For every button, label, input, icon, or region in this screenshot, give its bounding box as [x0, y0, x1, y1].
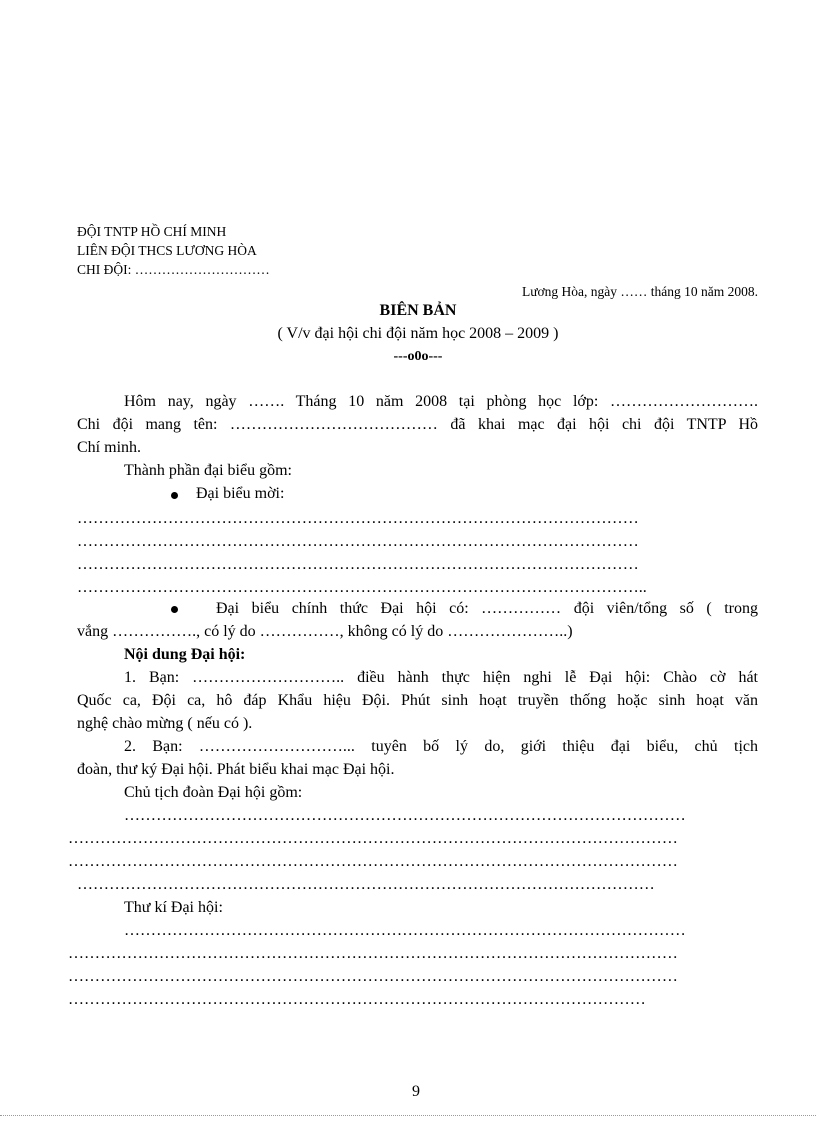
item-2-line-1: 2. Bạn: ………………………... tuyên bố lý do, giới thiệu đại biểu, chủ tịch: [124, 738, 758, 755]
branch-field: CHI ĐỘI: …………………………: [77, 262, 270, 277]
presidium-dots-3: ……………………………………………………………………………………………………: [68, 853, 678, 870]
presidium-dots-2: ……………………………………………………………………………………………………: [68, 830, 678, 847]
presidium-heading: Chủ tịch đoàn Đại hội gồm:: [124, 784, 303, 801]
intro-line-3: Chí minh.: [77, 439, 142, 456]
secretary-dots-2: ……………………………………………………………………………………………………: [68, 945, 678, 962]
invited-dots-4: ……………………………………………………………………………………………..: [77, 579, 647, 596]
school-name: LIÊN ĐỘI THCS LƯƠNG HÒA: [77, 243, 257, 258]
invited-dots-1: ……………………………………………………………………………………………: [77, 510, 639, 527]
content-heading: Nội dung Đại hội:: [124, 646, 246, 663]
presidium-dots-4: ………………………………………………………………………………………………: [77, 876, 655, 893]
page-bottom-divider: [0, 1115, 816, 1116]
secretary-dots-3: ……………………………………………………………………………………………………: [68, 968, 678, 985]
invited-label: Đại biểu mời:: [196, 485, 285, 502]
members-heading: Thành phần đại biểu gồm:: [124, 462, 292, 479]
presidium-dots-1: ……………………………………………………………………………………………: [124, 807, 686, 824]
intro-line-2: Chi đội mang tên: ………………………………… đã khai mạc đại hội chi đội TNTP Hồ: [77, 416, 758, 433]
item-2-line-2: đoàn, thư ký Đại hội. Phát biểu khai mạc Đại hội.: [77, 761, 395, 778]
official-line-2: vắng ……………., có lý do ……………, không có lý do …………………..): [77, 623, 573, 640]
invited-dots-3: ……………………………………………………………………………………………: [77, 556, 639, 573]
intro-line-1: Hôm nay, ngày ……. Tháng 10 năm 2008 tại phòng học lớp: ……………………….: [124, 393, 758, 410]
document-subject: ( V/v đại hội chi đội năm học 2008 – 2009 ): [277, 325, 559, 342]
item-1-line-2: Quốc ca, Đội ca, hô đáp Khẩu hiệu Đội. Phút sinh hoạt truyền thống hoặc sinh hoạt văn: [77, 692, 758, 709]
official-line-1: Đại biểu chính thức Đại hội có: …………… đội viên/tổng số ( trong: [216, 600, 758, 617]
bullet-icon: [171, 492, 178, 499]
place-date: Lương Hòa, ngày …… tháng 10 năm 2008.: [521, 284, 758, 299]
item-1-line-1: 1. Bạn: ……………………….. điều hành thực hiện nghi lễ Đại hội: Chào cờ hát: [124, 669, 758, 686]
org-name: ĐỘI TNTP HỒ CHÍ MINH: [77, 224, 227, 239]
bullet-icon: [171, 606, 178, 613]
secretary-dots-4: ………………………………………………………………………………………………: [68, 991, 646, 1008]
secretary-heading: Thư kí Đại hội:: [124, 899, 223, 916]
invited-dots-2: ……………………………………………………………………………………………: [77, 533, 639, 550]
item-1-line-3: nghệ chào mừng ( nếu có ).: [77, 715, 253, 732]
document-title: BIÊN BẢN: [379, 302, 457, 319]
secretary-dots-1: ……………………………………………………………………………………………: [124, 922, 686, 939]
title-ornament: ---o0o---: [393, 349, 443, 364]
page-number: 9: [412, 1083, 420, 1100]
